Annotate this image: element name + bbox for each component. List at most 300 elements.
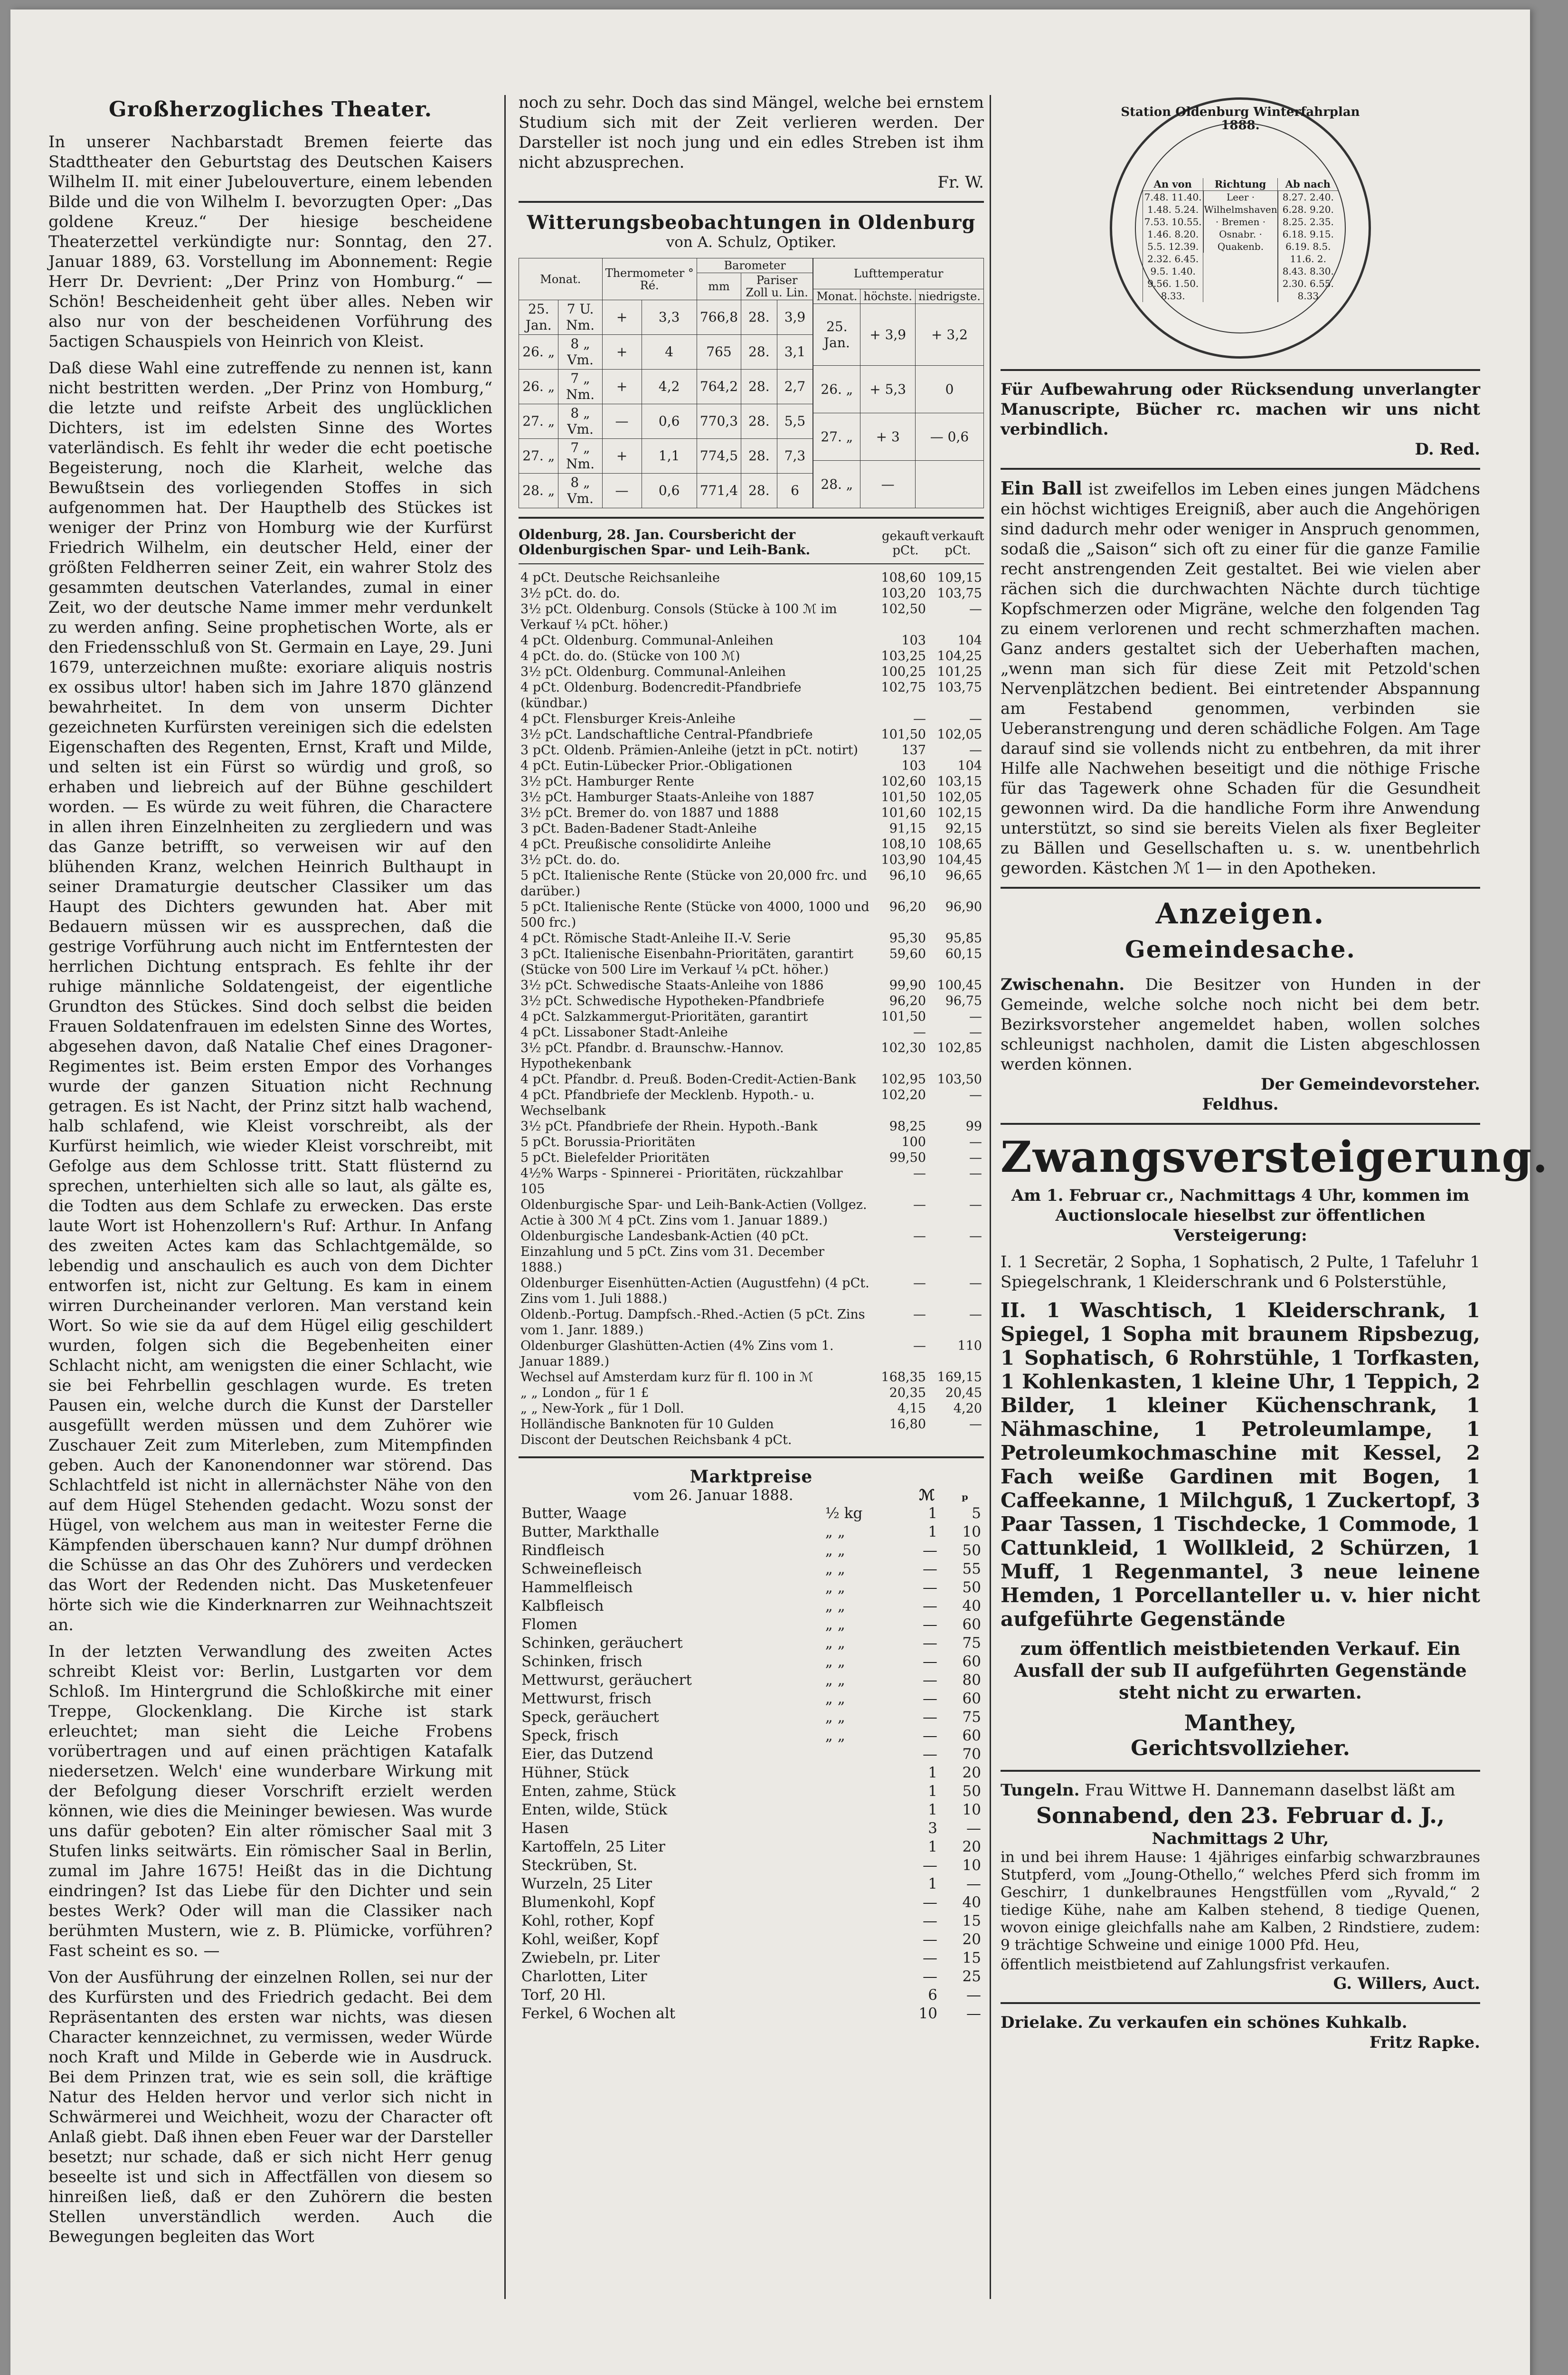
course-name: 4 pCt. Pfandbr. d. Preuß. Boden-Credit-Actien-Bank: [520, 1072, 856, 1087]
market-pfennig: 20: [962, 1764, 981, 1781]
weather-sign: +: [602, 370, 642, 404]
market-item: Charlotten, Liter: [521, 1968, 647, 1985]
course-buy: 168,35: [881, 1370, 926, 1385]
course-row: [519, 1197, 984, 1228]
air-low: 0: [915, 366, 983, 413]
weather-temp: 4,2: [642, 370, 697, 404]
course-name: 3½ pCt. Hamburger Rente: [520, 774, 694, 789]
air-high: + 3: [860, 413, 916, 461]
weather-sign: +: [602, 335, 642, 370]
market-item: Hammelfleisch: [521, 1579, 633, 1596]
theatre-paragraph: Daß diese Wahl eine zutreffende zu nennen ist, kann nicht bestritten werden. „Der Prinz von Homburg,“ die letzte und reifste Arbeit des unglücklichen Dichters, ist im edelsten Sinne des Wortes vaterländisch. Es fehlt ihr weder die echt poetische Begeisterung, noch die Klarheit, welche das Bewußtsein des vorliegenden Stoffes in sich aufgenommen hat. Der Haupthelb des Stückes ist weniger der Prinz von Homburg wie der Kurfürst Friedrich Wilhelm, ein deutscher Held, einer der größten Feldherren seiner Zeit, ein wahrer Stolz des gesammten deutschen Vaterlandes, zumal in einer Zeit, wo der deutsche Name immer mehr verdunkelt zu werden anfing. Seine prophetischen Worte, als er den Friedensschluß von St. Germain en Laye, 29. Juni 1679, unterzeichnen mußte: exoriare aliquis nostris ex ossibus ultor! haben sich im Jahre 1870 glänzend bewahrheitet. In dem von unserm Dichter gezeichneten Kurfürsten vereinigen sich die edelsten Eigenschaften des Regenten, Ernst, Kraft und Milde, und selten ist ein Fürst so würdig und groß, so erhaben und liebreich auf der Bühne geschildert worden. — Es würde zu weit führen, die Charactere in allen ihren Einzelnheiten zu zergliedern und was das Ganze betrifft, so verweisen wir auf den blühenden Kranz, welchen Heinrich Bulthaupt in seiner Dramaturgie deutscher Classiker um das Haupt des Dichters gewunden hat. Aber mit Bedauern müssen wir es aussprechen, daß die gestrige Vorführung auch nicht im Entferntesten der herrlichen Dichtung entsprach. Es fehlte ihr der ruhige männliche Soldatengeist, der eigentliche Grundton des Stückes. Sind doch selbst die beiden Frauen Soldatenfrauen im edelsten Sinne des Wortes, abgesehen davon, daß Natalie Chef eines Dragoner-Regimentes ist. Beim ersten Empor des Vorhanges wurde der ganzen Situation nicht Rechnung getragen. Es ist Nacht, der Prinz sitzt halb wachend, halb schlafend, wie Kleist vorschreibt, als der Kurfürst heimlich, wie wieder Kleist vorschreibt, mit Gefolge aus dem Schlosse tritt. Statt flüsternd zu sprechen, unterhielten sich alle so laut, als gälte es, die Todten aus dem Schlafe zu erwecken. Das erste laute Wort ist Hohenzollern's Ruf: Arthur. In Anfang des zweiten Actes kam das Schlachtgemälde, so lebendig und anschaulich es auch von dem Dichter entworfen ist, nicht zur Geltung. Es kam in einem wirren Durcheinander verloren. Man verstand kein Wort. So wie sie da auf dem Hügel eilig geschildert wurden, folgen sich die Begebenheiten einer Schlacht nicht, am wenigsten die einer Schlacht, wie sie bei Fehrbellin geschlagen wurde. Es treten Pausen ein, welche durch die Kunst der Darsteller ausgefüllt werden müssen und dem Zuhörer wie Zuschauer Zeit zum Miterleben, zum Mitempfinden geben. Auch der Kanonendonner war störend. Das Schlachtfeld ist nicht in allernächster Nähe von den auf dem Hügel Stehenden gedacht. Wozu sonst der Hügel, von welchem aus man in weitester Ferne die Kämpfenden überschauen kann? Nur dumpf dröhnen die Schüsse an das Ohr des Zuhörers und verdecken das Wort der Redenden nicht. Das Musketenfeuer hörte sich wie die Kinderknarren zur Weihnachtszeit an.: [48, 359, 492, 1634]
market-unit: [822, 1967, 897, 1986]
course-sell: 60,15: [945, 947, 982, 961]
course-name: 3½ pCt. do. do.: [520, 586, 620, 601]
market-mark: —: [923, 1709, 937, 1726]
course-buy: 99,90: [889, 978, 926, 993]
tungeln-notice: [1001, 1780, 1480, 1800]
course-sell: —: [969, 1009, 982, 1024]
weather-mm: 764,2: [697, 370, 741, 404]
course-name: 4 pCt. Eutin-Lübecker Prior.-Obligationen: [520, 759, 793, 773]
course-sell: 95,85: [945, 931, 982, 946]
course-buy: 103,90: [881, 853, 926, 867]
market-pfennig: 25: [962, 1968, 981, 1985]
course-name: 4 pCt. Preußische consolidirte Anleihe: [520, 837, 771, 852]
theatre-paragraph: In unserer Nachbarstadt Bremen feierte das Stadttheater den Geburtstag des Deutschen Kaisers Wilhelm II. mit einer Jubelouverture, einem lebenden Bilde und die von Wilhelm I. bevorzugten Oper: „Das goldene Kreuz.“ Der hiesige bescheidene Theaterzettel verkündigte nur: Sonntag, den 27. Januar 1889, 63. Vorstellung im Abonnement: Regie Herr Dr. Devrient: „Der Prinz von Homburg.“ — Schön! Bescheidenheit geht über alles. Neben wir also nur von der bescheidenen Vorführung des 5actigen Schauspiels von Heinrich von Kleist.: [48, 133, 492, 351]
course-sell: [928, 1432, 984, 1448]
market-row: [519, 1504, 984, 1523]
market-row: [519, 1653, 984, 1671]
tungeln-text-3: öffentlich meistbietend auf Zahlungsfrist verkaufen.: [1001, 1956, 1390, 1973]
weather-time: 8 „ Vm.: [558, 474, 602, 508]
market-item: Mettwurst, geräuchert: [521, 1672, 692, 1689]
air-low: — 0,6: [915, 413, 983, 461]
market-pfennig: 50: [962, 1542, 981, 1559]
divider: [519, 563, 984, 564]
theatre-continuation: noch zu sehr. Doch das sind Mängel, welche bei ernstem Studium sich mit der Zeit verlieren werden. Der Darsteller ist noch jung und ein edles Streben ist ihm nicht abzusprechen.: [519, 93, 984, 172]
market-unit: [822, 1764, 897, 1782]
course-row: [519, 774, 984, 789]
market-row: [519, 1578, 984, 1597]
course-row: [519, 868, 984, 899]
course-buy: 103,20: [881, 586, 926, 601]
course-sell: 102,85: [937, 1041, 982, 1055]
course-buy: 103,25: [881, 649, 926, 664]
station-ring-text: Station Oldenburg Winterfahrplan 1888.: [1121, 105, 1360, 133]
market-mark: —: [923, 1746, 937, 1763]
market-unit: [822, 1819, 897, 1838]
market-pfennig: 60: [962, 1653, 981, 1670]
station-schedule: [1135, 123, 1346, 333]
market-pfennig: 20: [962, 1838, 981, 1855]
auction-list-1: I. 1 Secretär, 2 Sopha, 1 Sophatisch, 2 Pulte, 1 Tafeluhr 1 Spiegelschrank, 1 Kleiderschrank und 6 Polsterstühle,: [1001, 1253, 1480, 1292]
schedule-col-direction: Richtung: [1203, 178, 1277, 191]
course-name: 3½ pCt. Pfandbr. d. Braunschw.-Hannov. Hypothekenbank: [520, 1041, 784, 1071]
divider: [1001, 369, 1480, 371]
weather-date: 28. „: [519, 474, 558, 508]
market-unit: [822, 1745, 897, 1764]
course-sell: —: [969, 743, 982, 758]
course-buy: —: [913, 1276, 926, 1291]
market-row: [519, 1690, 984, 1708]
course-buy: 102,20: [881, 1088, 926, 1102]
market-mark: —: [923, 1949, 937, 1966]
course-buy: 137: [901, 743, 926, 758]
course-row: [519, 648, 984, 664]
course-buy: 95,30: [889, 931, 926, 946]
course-row: [519, 852, 984, 868]
market-unit: [822, 1801, 897, 1819]
market-mark: 1: [928, 1875, 937, 1892]
market-item: Kohl, rother, Kopf: [521, 1912, 654, 1929]
course-name: Discont der Deutschen Reichsbank 4 pCt.: [520, 1433, 792, 1447]
course-name: 3½ pCt. Oldenburg. Communal-Anleihen: [520, 665, 786, 679]
market-row: [519, 1819, 984, 1838]
course-row: [519, 1432, 984, 1448]
course-name: 3½ pCt. Bremer do. von 1887 und 1888: [520, 806, 779, 820]
schedule-directions: Leer · Wilhelmshaven · Bremen · Osnabr. · Quakenb.: [1204, 191, 1277, 252]
market-item: Speck, frisch: [521, 1727, 619, 1744]
course-row: [519, 1385, 984, 1401]
market-mark: 1: [928, 1783, 937, 1800]
tungeln-place: Tungeln.: [1001, 1781, 1080, 1800]
market-pfennig: 50: [962, 1579, 981, 1596]
course-row: [519, 727, 984, 742]
market-item: Butter, Waage: [521, 1505, 627, 1522]
course-name: 4 pCt. Oldenburg. Communal-Anleihen: [520, 633, 774, 648]
course-row: [519, 1338, 984, 1369]
course-row: [519, 680, 984, 711]
course-buy: 96,20: [889, 900, 926, 914]
market-item: Steckrüben, St.: [521, 1857, 638, 1874]
col-low: niedrigste.: [915, 289, 983, 304]
course-row: [519, 601, 984, 633]
weather-zoll: 28.: [741, 370, 777, 404]
course-buy: 102,95: [881, 1072, 926, 1087]
market-row: [519, 1801, 984, 1819]
air-high: + 3,9: [860, 304, 916, 366]
col-mm: mm: [697, 273, 741, 300]
course-buy: 100,25: [881, 665, 926, 679]
market-row: [519, 1523, 984, 1541]
market-mark: 6: [928, 1986, 937, 2004]
air-row: [813, 461, 984, 508]
market-pfennig: 15: [962, 1912, 981, 1929]
course-name: 3½ pCt. Landschaftliche Central-Pfandbriefe: [520, 727, 813, 742]
market-unit: [822, 1875, 897, 1893]
market-item: Schinken, frisch: [521, 1653, 642, 1670]
course-row: [519, 789, 984, 805]
weather-row: [519, 300, 813, 335]
drielake-sign: Fritz Rapke.: [1369, 2033, 1480, 2052]
col-month: Monat.: [519, 258, 603, 300]
market-item: Butter, Markthalle: [521, 1523, 660, 1540]
divider: [1001, 468, 1480, 470]
market-row: [519, 1708, 984, 1727]
course-buy: —: [913, 1025, 926, 1040]
course-row: [519, 742, 984, 758]
course-row: [519, 586, 984, 601]
course-row: [519, 931, 984, 946]
course-buy: —: [913, 1339, 926, 1353]
course-buy: 102,60: [881, 774, 926, 789]
course-row: [519, 1150, 984, 1166]
course-buy: 101,60: [881, 806, 926, 820]
course-name: 3 pCt. Baden-Badener Stadt-Anleihe: [520, 821, 757, 836]
weather-lin: 5,5: [777, 404, 813, 439]
market-col-pf: ₚ: [961, 1487, 969, 1504]
market-mark: —: [923, 1672, 937, 1689]
course-name: 4 pCt. Römische Stadt-Anleihe II.-V. Serie: [520, 931, 791, 946]
market-row: [519, 1634, 984, 1653]
course-buy: 96,10: [889, 868, 926, 883]
course-sell: 109,15: [937, 570, 982, 585]
market-row: [519, 1838, 984, 1856]
course-row: [519, 821, 984, 836]
divider: [1001, 2002, 1480, 2004]
course-row: [519, 805, 984, 821]
course-row: [519, 1416, 984, 1432]
weather-sign: —: [602, 474, 642, 508]
course-sell: 104,25: [937, 649, 982, 664]
course-name: 5 pCt. Bielefelder Prioritäten: [520, 1150, 710, 1165]
air-high: + 5,3: [860, 366, 916, 413]
course-buy: —: [913, 712, 926, 726]
course-buy: 102,30: [881, 1041, 926, 1055]
market-item: Schweinefleisch: [521, 1560, 642, 1577]
market-pfennig: —: [966, 1875, 981, 1892]
auction-heading: Zwangsversteigerung.: [1001, 1132, 1549, 1182]
air-low: [915, 461, 983, 508]
course-name: 3½ pCt. Schwedische Hypotheken-Pfandbriefe: [520, 994, 824, 1008]
col-zoll: Pariser Zoll u. Lin.: [741, 273, 813, 300]
market-unit: „ „: [825, 1709, 845, 1726]
market-item: Eier, das Dutzend: [521, 1746, 653, 1763]
course-row: [519, 664, 984, 680]
course-sell: 103,75: [937, 586, 982, 601]
course-buy: 108,10: [881, 837, 926, 852]
market-unit: „ „: [825, 1653, 845, 1670]
ball-text: ist zweifellos im Leben eines jungen Mädchens ein höchst wichtiges Ereigniß, aber auch die Angehörigen sind dadurch mehr oder weniger in Anspruch genommen, sodaß die „Saison“ sich oft zu einer für die ganze Familie recht anstrengenden Zeit gestaltet. Bei wie vielen aber rächen sich die durchwachten Nächte durch tüchtige Kopfschmerzen oder Migräne, welche den folgenden Tag zu einem verlorenen und recht schmerzhaften machen. Ganz anders gestaltet sich der Ueberhaften machen, „wenn man sich für diese Zeit mit Petzold'schen Nervenplätzchen bedient. Bei eintretender Abspannung am Festabend genommen, verbinden sie Ueberanstrengung und deren schädliche Folgen. Am Tage darauf sind sie vollends nicht zu entbehren, da mit ihrer Hilfe alle Nachwehen beseitigt und die nöthige Frische für das Tagewerk ohne Schaden für die Gesundheit gewonnen wird. Da die handliche Form ihre Anwendung unterstützt, so sind sie bereits Vielen als fixer Begleiter zu Bällen und Gesellschaften u. s. w. unentbehrlich geworden. Kästchen ℳ 1— in den Apotheken.: [1001, 480, 1480, 878]
market-item: Wurzeln, 25 Liter: [521, 1875, 652, 1892]
market-mark: —: [923, 1579, 937, 1596]
course-name: Wechsel auf Amsterdam kurz für fl. 100 in ℳ: [520, 1370, 813, 1385]
course-sell: 103,50: [937, 1072, 982, 1087]
market-item: Hühner, Stück: [521, 1764, 629, 1781]
course-sell: —: [969, 712, 982, 726]
market-pfennig: 80: [962, 1672, 981, 1689]
market-item: Schinken, geräuchert: [521, 1634, 683, 1652]
course-name: 4 pCt. Salzkammergut-Prioritäten, garantirt: [520, 1009, 808, 1024]
market-row: [519, 1875, 984, 1893]
course-buy: 103: [901, 633, 926, 648]
weather-date: 26. „: [519, 335, 558, 370]
course-name: 4 pCt. Oldenburg. Bodencredit-Pfandbriefe (kündbar.): [520, 680, 802, 711]
market-item: Ferkel, 6 Wochen alt: [521, 2005, 676, 2022]
market-pfennig: —: [966, 1820, 981, 1837]
course-buy: —: [913, 1307, 926, 1322]
course-table: [519, 570, 984, 1448]
market-pfennig: —: [966, 2005, 981, 2022]
auction-tail: zum öffentlich meistbietenden Verkauf. Ein Ausfall der sub II aufgeführten Gegenstände steht nicht zu erwarten.: [1014, 1638, 1467, 1703]
course-row: [519, 1275, 984, 1307]
air-month: 27. „: [813, 413, 860, 461]
course-name: „ „ New-York „ für 1 Doll.: [520, 1401, 684, 1416]
market-item: Hasen: [521, 1820, 569, 1837]
course-name: Oldenburgische Spar- und Leih-Bank-Actien (Vollgez. Actie à 300 ℳ 4 pCt. Zins vom 1. Januar 1889.): [520, 1197, 867, 1228]
course-buy: —: [913, 1229, 926, 1244]
tungeln-sign: G. Willers, Auct.: [1333, 1974, 1480, 1993]
market-item: Blumenkohl, Kopf: [521, 1894, 654, 1911]
course-buy: 102,75: [881, 680, 926, 695]
course-sell: 103,75: [937, 680, 982, 695]
course-name: Holländische Banknoten für 10 Gulden: [520, 1417, 774, 1432]
theatre-paragraph: In der letzten Verwandlung des zweiten Actes schreibt Kleist vor: Berlin, Lustgarten vor dem Schloß. Im Hintergrund die Schloßkirche mit einer Treppe, Glockenklang. Die Kirche ist stark erleuchtet; man sieht die Leiche Frobens vorübertragen und auf einen prächtigen Katafalk niedersetzen. Welch' eine wunderbare Wirkung mit der Befolgung dieser Vorschrift erzielt werden können, wie dies die Meininger bewiesen. Was wurde uns dafür geboten? Ein alter römischer Saal mit 3 Stufen links seitwärts. Ein römischer Saal in Berlin, zumal im Jahre 1675! Heißt das in die Dichtung eindringen? Ist das Liebe für den Dichter und sein bestes Werk? Oder will man die Classiker nach berühmten Mustern, wie z. B. Plümicke, vorführen? Fast scheint es so. —: [48, 1642, 492, 1960]
air-row: [813, 413, 984, 461]
course-name: 3 pCt. Italienische Eisenbahn-Prioritäten, garantirt (Stücke von 500 Lire im Verkauf ¼ pCt. höher.): [520, 947, 854, 977]
weather-zoll: 28.: [741, 439, 777, 474]
column-left: [48, 93, 492, 2297]
divider: [519, 517, 984, 519]
course-sell: —: [969, 1307, 982, 1322]
market-row: [519, 1967, 984, 1986]
course-buy: 91,15: [889, 821, 926, 836]
course-name: 3½ pCt. do. do.: [520, 853, 620, 867]
market-mark: —: [923, 1727, 937, 1744]
theatre-signature: Fr. W.: [937, 173, 984, 192]
weather-row: [519, 335, 813, 370]
weather-mm: 774,5: [697, 439, 741, 474]
gemeinde-place: Zwischenahn.: [1001, 975, 1125, 994]
market-pfennig: 75: [962, 1709, 981, 1726]
weather-date: 25. Jan.: [519, 300, 558, 335]
market-unit: „ „: [825, 1523, 845, 1540]
course-name: Oldenburger Eisenhütten-Actien (Augustfehn) (4 pCt. Zins vom 1. Juli 1888.): [520, 1276, 869, 1306]
market-item: Rindfleisch: [521, 1542, 605, 1559]
course-buy: 108,60: [881, 570, 926, 585]
editor-notice: Für Aufbewahrung oder Rücksendung unverlangter Manuscripte, Bücher rc. machen wir uns nicht verbindlich.: [1001, 380, 1480, 439]
course-row: [519, 993, 984, 1009]
weather-lin: 2,7: [777, 370, 813, 404]
market-mark: —: [923, 1931, 937, 1948]
market-mark: 1: [928, 1764, 937, 1781]
course-sell: —: [969, 1229, 982, 1244]
course-name: Oldenb.-Portug. Dampfsch.-Rhed.-Actien (5 pCt. Zins vom 1. Janr. 1889.): [520, 1307, 865, 1338]
weather-date: 26. „: [519, 370, 558, 404]
market-pfennig: 5: [972, 1505, 981, 1522]
column-middle: [519, 93, 984, 2354]
market-item: Zwiebeln, pr. Liter: [521, 1949, 660, 1966]
weather-mm: 770,3: [697, 404, 741, 439]
market-unit: [822, 1986, 897, 2004]
market-pfennig: 75: [962, 1634, 981, 1652]
market-item: Enten, zahme, Stück: [521, 1783, 676, 1800]
course-name: 3½ pCt. Pfandbriefe der Rhein. Hypoth.-Bank: [520, 1119, 818, 1134]
market-mark: —: [923, 1653, 937, 1670]
divider: [1001, 887, 1480, 889]
market-row: [519, 1764, 984, 1782]
market-mark: —: [923, 1894, 937, 1911]
course-buy: 101,50: [881, 727, 926, 742]
divider: [1001, 1123, 1480, 1125]
course-buy: 99,50: [889, 1150, 926, 1165]
course-row: [519, 1134, 984, 1150]
tungeln-time: Nachmittags 2 Uhr,: [1152, 1829, 1329, 1848]
course-name: 5 pCt. Italienische Rente (Stücke von 4000, 1000 und 500 frc.): [520, 900, 869, 930]
course-sell: 4,20: [953, 1401, 982, 1416]
market-unit: „ „: [825, 1560, 845, 1577]
market-row: [519, 1597, 984, 1615]
schedule-to-times: 8.27. 2.40. 6.28. 9.20. 8.25. 2.35. 6.18. 9.15. 6.19. 8.5. 11.6. 2. 8.43. 8.30. 2.30. 6.55. 8.33: [1278, 191, 1338, 302]
course-buy: 16,80: [889, 1417, 926, 1432]
course-sell: 108,65: [937, 837, 982, 852]
market-row: [519, 1856, 984, 1875]
market-row: [519, 1615, 984, 1634]
weather-temp: 4: [642, 335, 697, 370]
col-high: höchste.: [860, 289, 916, 304]
course-sell: —: [969, 1276, 982, 1291]
course-name: 3½ pCt. Hamburger Staats-Anleihe von 1887: [520, 790, 815, 805]
market-unit: ½ kg: [825, 1505, 863, 1522]
course-buy: 98,25: [889, 1119, 926, 1134]
market-mark: —: [923, 1690, 937, 1707]
market-pfennig: 40: [962, 1597, 981, 1615]
course-name: „ „ London „ für 1 £: [520, 1386, 649, 1400]
course-name: Oldenburger Glashütten-Actien (4% Zins vom 1. Januar 1889.): [520, 1339, 834, 1369]
course-row: [519, 1072, 984, 1087]
air-low: + 3,2: [915, 304, 983, 366]
air-row: [813, 366, 984, 413]
drielake-place: Drielake.: [1001, 2013, 1083, 2032]
schedule-grid: [1143, 178, 1338, 302]
course-row: [519, 633, 984, 648]
market-mark: 10: [918, 2005, 937, 2022]
course-row: [519, 1025, 984, 1040]
market-row: [519, 1912, 984, 1930]
gemeinde-name: Feldhus.: [1202, 1095, 1279, 1114]
weather-sign: —: [602, 404, 642, 439]
market-unit: „ „: [825, 1727, 845, 1744]
weather-sign: +: [602, 439, 642, 474]
course-sell: 104,45: [937, 853, 982, 867]
market-row: [519, 1930, 984, 1949]
course-buy: [872, 1432, 928, 1448]
weather-mm: 771,4: [697, 474, 741, 508]
drielake-text: Zu verkaufen ein schönes Kuhkalb.: [1088, 2013, 1407, 2032]
course-row: [519, 1119, 984, 1134]
weather-subtitle: von A. Schulz, Optiker.: [666, 234, 837, 251]
course-sell: —: [969, 1135, 982, 1150]
station-badge: [1001, 97, 1480, 359]
auction-title: Gerichtsvollzieher.: [1131, 1736, 1350, 1760]
column-rule: [990, 95, 991, 2299]
market-item: Kartoffeln, 25 Liter: [521, 1838, 665, 1855]
weather-mm: 766,8: [697, 300, 741, 335]
market-item: Enten, wilde, Stück: [521, 1801, 668, 1818]
col-barometer: Barometer: [697, 258, 812, 273]
market-pfennig: 10: [962, 1857, 981, 1874]
course-row: [519, 946, 984, 978]
market-unit: [822, 1912, 897, 1930]
market-unit: „ „: [825, 1672, 845, 1689]
auction-list-2: II. 1 Waschtisch, 1 Kleiderschrank, 1 Spiegel, 1 Sopha mit braunem Ripsbezug, 1 Sophatisch, 6 Rohrstühle, 1 Torfkasten, 1 Kohlenkasten, 1 kleine Uhr, 1 Teppich, 2 Bilder, 1 kleiner Küchenschrank, 1 Nähmaschine, 1 Petroleumlampe, 1 Petroleumkochmaschine mit Kessel, 2 Fach weiße Gardinen mit Bogen, 1 Caffeekanne, 1 Milchguß, 1 Zuckertopf, 3 Paar Tassen, 1 Tischdecke, 1 Commode, 1 Cattunkleid, 1 Wollkleid, 2 Schürzen, 1 Muff, 1 Regenmantel, 3 neue leinene Hemden, 1 Porcellanteller u. v. hier nicht aufgeführte Gegenstände: [1001, 1299, 1480, 1631]
air-month: 25. Jan.: [813, 304, 860, 366]
market-table: [519, 1504, 984, 2023]
air-temp-table: [813, 258, 984, 508]
market-mark: 1: [928, 1505, 937, 1522]
weather-lin: 3,9: [777, 300, 813, 335]
divider: [519, 201, 984, 203]
course-sell: —: [969, 1025, 982, 1040]
market-row: [519, 1893, 984, 1912]
gemeinde-notice: [1001, 975, 1480, 1074]
market-pfennig: 50: [962, 1783, 981, 1800]
course-header: [519, 527, 984, 558]
market-mark: 3: [928, 1820, 937, 1837]
schedule-col-to: Ab nach: [1278, 178, 1338, 191]
market-unit: „ „: [825, 1597, 845, 1615]
air-row: [813, 304, 984, 366]
course-sell: 99: [965, 1119, 982, 1134]
gemeinde-heading: Gemeindesache.: [1125, 935, 1356, 963]
weather-zoll: 28.: [741, 300, 777, 335]
course-name: 4 pCt. Lissaboner Stadt-Anleihe: [520, 1025, 728, 1040]
course-sell: 169,15: [937, 1370, 982, 1385]
course-name: 5 pCt. Italienische Rente (Stücke von 20,000 frc. und darüber.): [520, 868, 867, 899]
market-mark: —: [923, 1968, 937, 1985]
market-pfennig: —: [966, 1986, 981, 2004]
course-sell: —: [969, 1150, 982, 1165]
